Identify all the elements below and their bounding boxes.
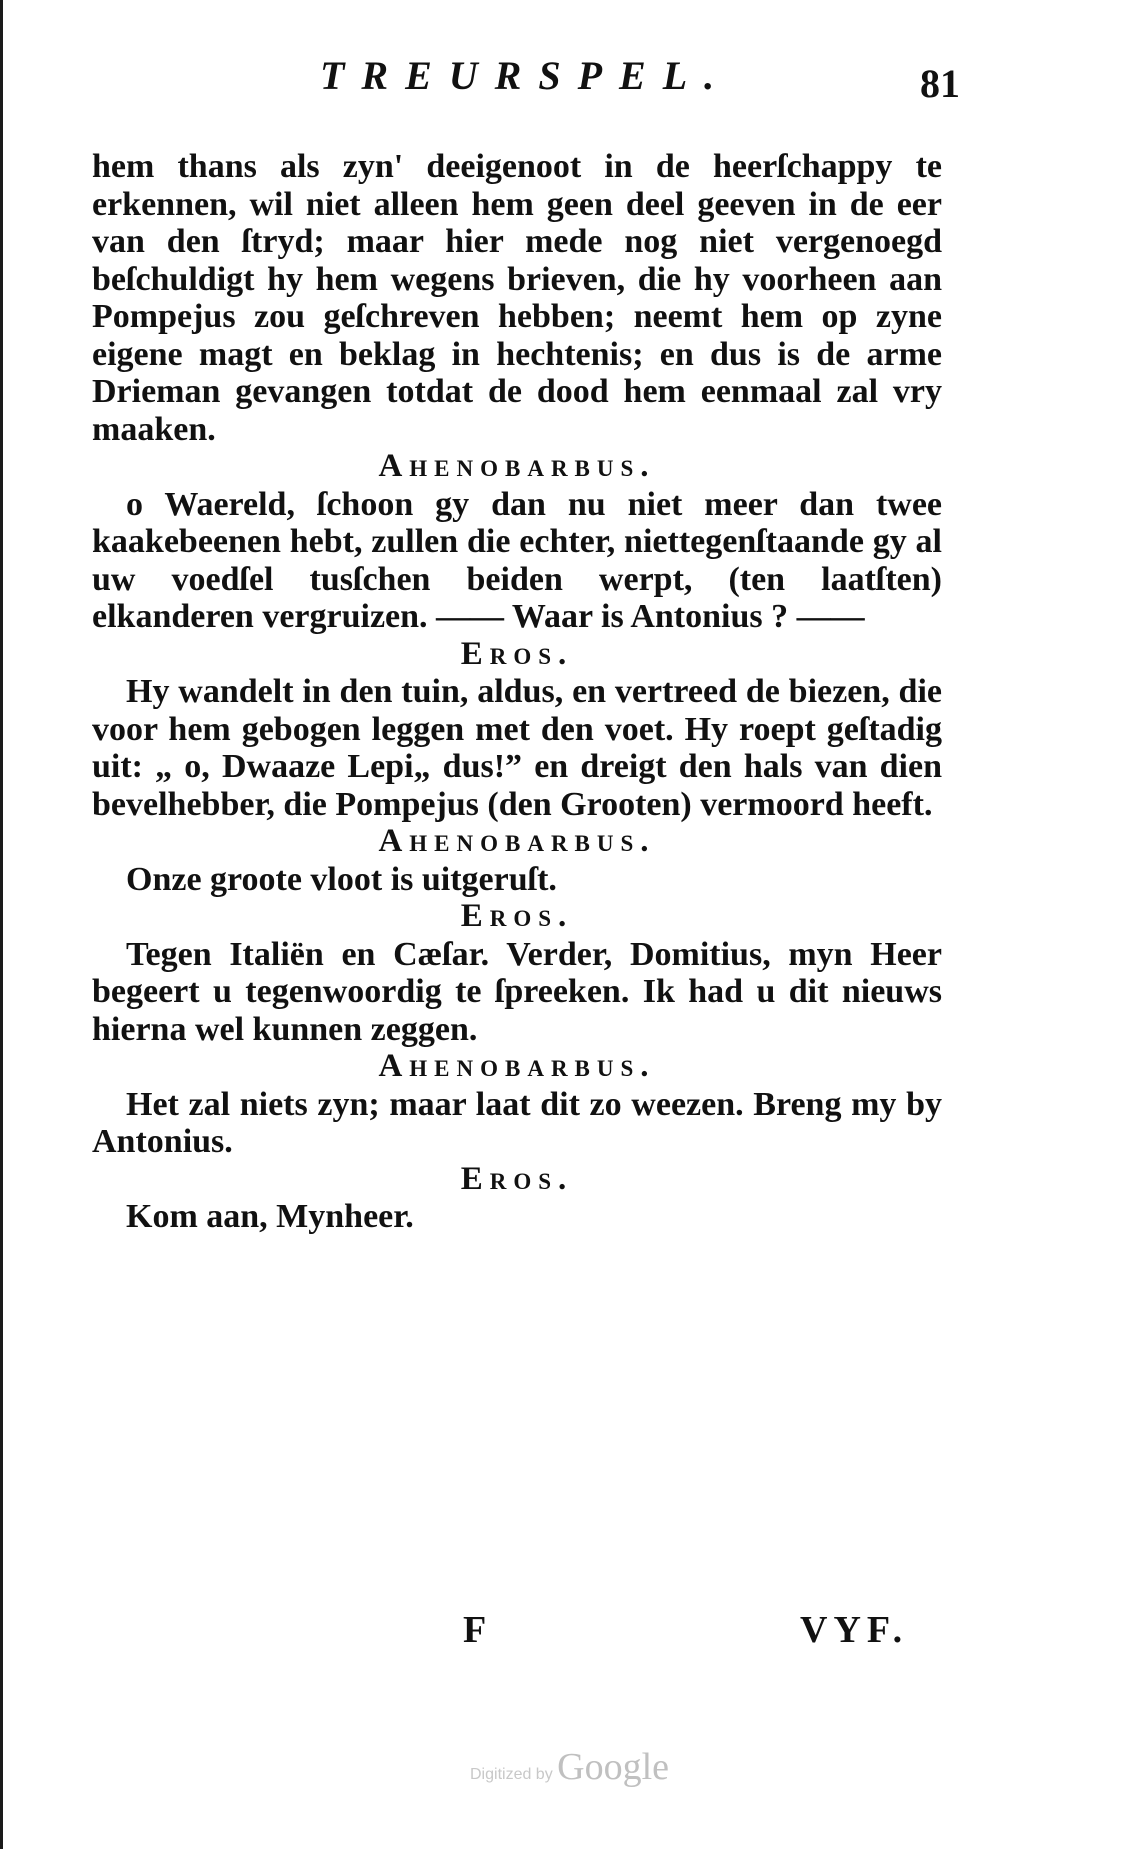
signature-mark: F bbox=[463, 1609, 487, 1651]
paragraph: Kom aan, Mynheer. bbox=[126, 1198, 414, 1235]
paragraph: o Waereld, ſchoon gy dan nu niet meer dan twee kaakebeenen hebt, zullen die echter, niettegenſtaande gy al uw voedſel tusſchen beiden werpt, (ten laatſten) elkanderen vergruizen. —— Waar is Antonius ? —— bbox=[92, 485, 942, 635]
page-edge-shadow bbox=[0, 0, 3, 1849]
digitized-label: Digitized by bbox=[470, 1766, 553, 1783]
page-number: 81 bbox=[920, 61, 960, 106]
paragraph: Het zal niets zyn; maar laat dit zo weezen. Breng my by Antonius. bbox=[92, 1085, 942, 1160]
speaker-name: Eros. bbox=[460, 898, 574, 934]
speaker-name: Eros. bbox=[460, 1160, 574, 1197]
paragraph: Onze groote vloot is uitgeruſt. bbox=[126, 860, 557, 898]
main-text bbox=[92, 148, 942, 1236]
speaker-name: Eros. bbox=[460, 635, 574, 672]
paragraph: Tegen Italiën en Cæſar. Verder, Domitius, myn Heer begeert u tegenwoordig te ſpreeken. Ik had u dit nieuws hierna wel kunnen zeggen. bbox=[92, 935, 942, 1048]
speaker-name: Ahenobarbus. bbox=[378, 448, 656, 484]
digitized-watermark bbox=[470, 1745, 669, 1789]
paragraph: hem thans als zyn' deeigenoot in de heerſchappy te erkennen, wil niet alleen hem geen deel geeven in de eer van den ſtryd; maar hier mede nog niet vergenoegd beſchuldigt hy hem wegens brieven, die hy voorheen aan Pompejus zou geſchreven hebben; neemt hem op zyne eigene magt en beklag in hechtenis; en dus is de arme Drieman gevangen totdat de dood hem eenmaal zal vry maaken. bbox=[92, 148, 942, 448]
paragraph: Hy wandelt in den tuin, aldus, en vertreed de biezen, die voor hem gebogen leggen met den voet. Hy roept geſtadig uit: „ o, Dwaaze Lepi„ dus!” en dreigt den hals van dien bevelhebber, die Pompejus (den Grooten) vermoord heeft. bbox=[92, 673, 942, 823]
catchword: VYF. bbox=[800, 1609, 909, 1651]
google-logo: Google bbox=[557, 1746, 670, 1788]
speaker-name: Ahenobarbus. bbox=[378, 823, 656, 859]
running-head: TREURSPEL. bbox=[320, 53, 732, 98]
speaker-name: Ahenobarbus. bbox=[378, 1048, 656, 1084]
